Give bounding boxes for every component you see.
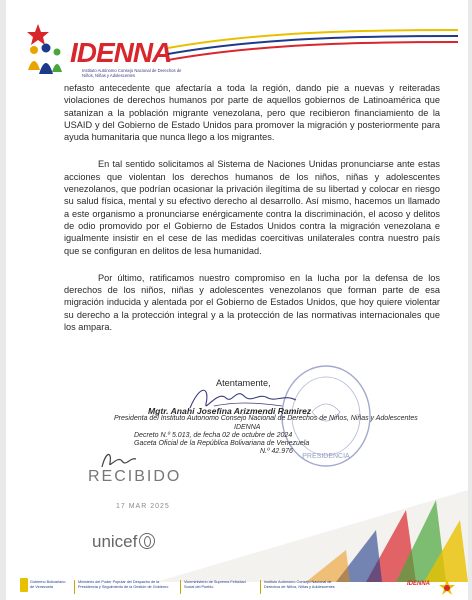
decree-reference: Decreto N.º 5.013, de fecha 02 de octubre de 2024 [134,431,293,439]
unicef-logo [92,532,155,552]
document-page [6,0,468,600]
footer-divider [180,580,181,594]
paragraph-1: nefasto antecedente que afectaría a toda la región, dando pie a nuevas y reiteradas violaciones de derechos humanos por parte de aquellos gobiernos de Latinoamérica que satanizan a la población migrante venezolana, pero que recibieron financiamiento de la USAID y del Gobierno de Estado Unidos para promover la migración y posteriormente para ayuda humanitaria que nunca llego a los migrantes. [64,83,440,143]
footer-viceministerio: Viceministerio de Suprema Felicidad Social del Pueblo [184,580,246,589]
footer-divider [74,580,75,594]
unicef-globe-icon [139,533,155,549]
bicentennial-badge-icon [438,578,456,596]
gazette-number: N.º 42.976 [260,448,293,456]
signatory-name: Mgtr. Anahi Josefina Arizmendi Ramirez [148,406,312,416]
gazette-reference: Gaceta Oficial de la República Bolivariana de Venezuela [134,440,310,448]
footer-instituto: Instituto Autónomo Consejo Nacional de Derechos de Niños, Niñas y Adolescentes [264,580,335,589]
footer-divider [260,580,261,594]
received-stamp: RECIBIDO [88,468,182,485]
paragraph-3: Por último, ratificamos nuestro compromiso en la lucha por la defensa de los derechos de los niños, niñas y adolescentes venezolanos que forman parte de esa migración inducida y alentada por el Gobierno de Estados Unidos, que hoy quiere violentar su derecho a la protección integral y a la protección de las normativas internacionales que los ampara. [64,272,440,333]
flag-stripes-icon [168,28,458,74]
signatory-org: IDENNA [234,423,261,431]
unicef-label: unicef [92,532,138,551]
letter-body [64,82,440,348]
received-date: 17 MAR 2025 [116,503,170,510]
footer-ministerio: Ministerio del Poder Popular del Despacho de la Presidencia y Seguimiento de la Gestión de Gobierno [78,580,169,589]
signature-block [114,407,434,457]
footer-decoration-icon [156,470,468,582]
stamp-text: PRESIDENCIA [302,453,350,460]
paragraph-2: En tal sentido solicitamos al Sistema de Naciones Unidas pronunciarse ante estas acciones que violentan los derechos humanos de los niños, niñas y adolescentes venezolanos, que podrían ocasionar la privación ilegítima de su libertad y colocar en riesgo su salud física, mental y su efectivo derecho al desarrollo. Así mismo, hacemos un llamado a este organismo a pronunciarse enérgicamente contra la discriminación, el acoso y delitos de odio promovido por el Gobierno de Estados Unidos contra la migración venezolana e igualmente insistir en el cese de las medidas coercitivas unilaterales contra nuestro país que se configuran en delitos de lesa humanidad. [64,159,440,256]
footer-idenna-logo: IDENNA [406,581,430,587]
idenna-children-logo-icon [24,22,68,78]
closing-salutation: Atentamente, [216,378,271,388]
gobierno-bolivariano-icon [20,578,28,592]
idenna-logo-text: IDENNA [70,37,172,68]
letterhead [24,22,464,78]
logo-subtitle: Instituto Autónomo Consejo Nacional de Derechos de Niños, Niñas y Adolescentes [82,68,182,78]
signatory-title: Presidenta del Instituto Autonomo Consejo Nacional de Derechos de Niños, Niñas y Adolescentes [114,415,418,423]
footer-gobierno: Gobierno Bolivariano de Venezuela [30,580,66,589]
page-footer [20,578,460,598]
